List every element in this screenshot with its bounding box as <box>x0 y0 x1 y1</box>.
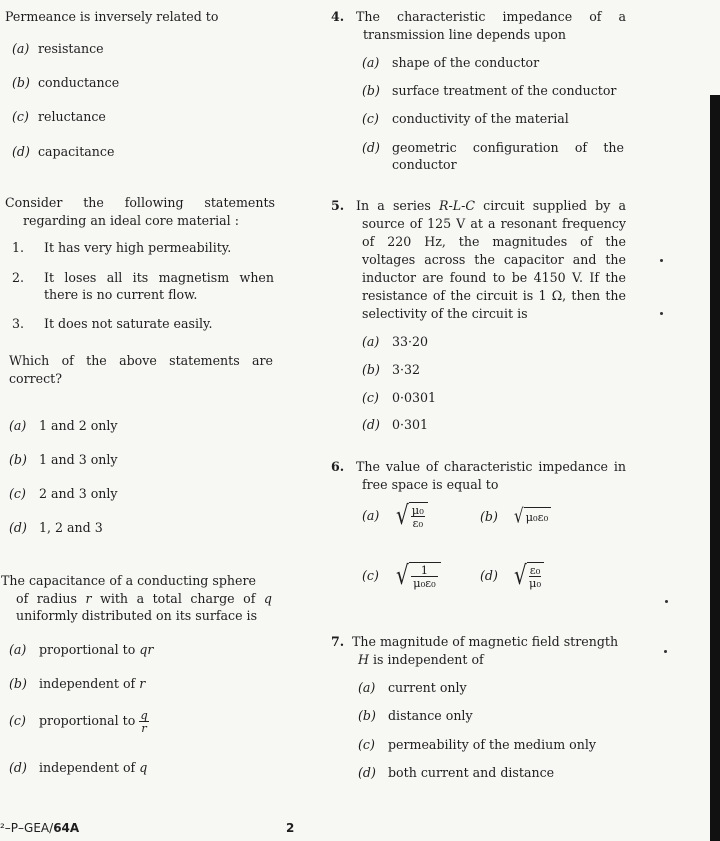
scan-speck <box>660 312 663 315</box>
q6-option-c: (c) √ $\frac{1}{\text{μ₀ε₀}}$ <box>362 562 441 589</box>
q5-stem-line5: inductor are found to be 4150 V. If the <box>362 270 626 285</box>
q5-number: 5. <box>331 198 345 213</box>
q5-stem-line7: selectivity of the circuit is <box>362 306 528 321</box>
q7-number: 7. <box>331 634 345 649</box>
q2-statement-2: 2. It loses all its magnetism when there is no current flow. <box>12 270 274 302</box>
q6-stem-line1: The value of characteristic impedance in <box>356 459 626 474</box>
q1-option-a: (a) resistance <box>12 41 104 56</box>
q6-option-a: (a) √ $\frac{\text{μ₀}}{\text{ε₀}}$ <box>362 502 428 529</box>
q3-option-c: (c) proportional to $\frac{q}{r}$ <box>9 708 148 735</box>
q6-option-d: (d) √ $\frac{\text{ε₀}}{\text{μ₀}}$ <box>480 562 544 589</box>
q2-question-line1: Which of the above statements are <box>9 353 273 368</box>
scan-speck <box>665 600 668 603</box>
q2-question-line2: correct? <box>9 371 62 386</box>
q6-option-b: (b) √ μ₀ε₀ <box>480 507 551 527</box>
q5-stem-line4: voltages across the capacitor and the <box>362 252 626 267</box>
q3-option-b: (b) independent of r <box>9 676 146 691</box>
q5-stem-line2: source of 125 V at a resonant frequency <box>362 216 626 231</box>
q6-stem-line2: free space is equal to <box>362 477 499 492</box>
scan-speck <box>664 650 667 653</box>
q1-option-b: (b) conductance <box>12 75 120 90</box>
q4-option-c: (c) conductivity of the material <box>362 111 569 126</box>
q5-option-d: (d) 0·301 <box>362 417 429 432</box>
sqrt-mu0-eps0: √ μ₀ε₀ <box>514 507 551 527</box>
q3-option-d: (d) independent of q <box>9 760 148 775</box>
q3-stem-line2: of radius r with a total charge of q <box>16 591 272 606</box>
q2-option-c: (c) 2 and 3 only <box>9 486 118 501</box>
q5-option-c: (c) 0·0301 <box>362 390 437 405</box>
q5-option-b: (b) 3·32 <box>362 362 421 377</box>
q7-stem-line2: H is independent of <box>358 652 484 667</box>
q2-option-b: (b) 1 and 3 only <box>9 452 118 467</box>
q5-stem-line1: In a series R-L-C circuit supplied by a <box>356 198 626 213</box>
q7-stem-line1: The magnitude of magnetic field strength <box>352 634 619 649</box>
q7-option-c: (c) permeability of the medium only <box>358 737 597 752</box>
q3-option-a: (a) proportional to qr <box>9 642 154 657</box>
q1-stem: Permeance is inversely related to <box>5 9 219 24</box>
q4-option-a: (a) shape of the conductor <box>362 55 540 70</box>
q3-stem-line1: The capacitance of a conducting sphere <box>1 573 256 588</box>
q5-stem-line6: resistance of the circuit is 1 Ω, then the <box>362 288 626 303</box>
q2-stem-line2: regarding an ideal core material : <box>23 213 239 228</box>
q5-stem-line3: of 220 Hz, the magnitudes of the <box>362 234 626 249</box>
scan-speck <box>660 259 663 262</box>
q1-option-d: (d) capacitance <box>12 144 115 159</box>
sqrt-eps0-over-mu0: √ $\frac{\text{ε₀}}{\text{μ₀}}$ <box>514 562 544 589</box>
q4-stem-line1: The characteristic impedance of a <box>356 9 626 24</box>
q1-option-c: (c) reluctance <box>12 109 106 124</box>
q4-option-d: (d) geometric configuration of the <box>362 140 624 155</box>
q4-number: 4. <box>331 9 345 24</box>
sqrt-mu0-over-eps0: √ $\frac{\text{μ₀}}{\text{ε₀}}$ <box>396 502 428 529</box>
paper-code: ²–P–GEA/64A <box>0 821 80 835</box>
q2-statement-1: 1. It has very high permeability. <box>12 240 232 255</box>
q6-number: 6. <box>331 459 345 474</box>
q3-stem-line3: uniformly distributed on its surface is <box>16 608 258 623</box>
q7-option-d: (d) both current and distance <box>358 765 555 780</box>
q4-stem-line2: transmission line depends upon <box>363 27 566 42</box>
q2-option-d: (d) 1, 2 and 3 <box>9 520 103 535</box>
sqrt-one-over-mu0-eps0: √ $\frac{1}{\text{μ₀ε₀}}$ <box>396 562 441 589</box>
page-number: 2 <box>286 821 295 835</box>
q2-option-a: (a) 1 and 2 only <box>9 418 118 433</box>
q7-option-b: (b) distance only <box>358 708 473 723</box>
q2-stem-line1: Consider the following statements <box>5 195 275 210</box>
q4-option-d-line2: conductor <box>392 157 457 172</box>
q5-option-a: (a) 33·20 <box>362 334 429 349</box>
fraction-q-over-r: $\frac{q}{r}$ <box>140 708 148 735</box>
q2-statement-3: 3. It does not saturate easily. <box>12 316 213 331</box>
q4-option-b: (b) surface treatment of the conductor <box>362 83 617 98</box>
scan-edge-strip <box>710 95 720 841</box>
q7-option-a: (a) current only <box>358 680 467 695</box>
